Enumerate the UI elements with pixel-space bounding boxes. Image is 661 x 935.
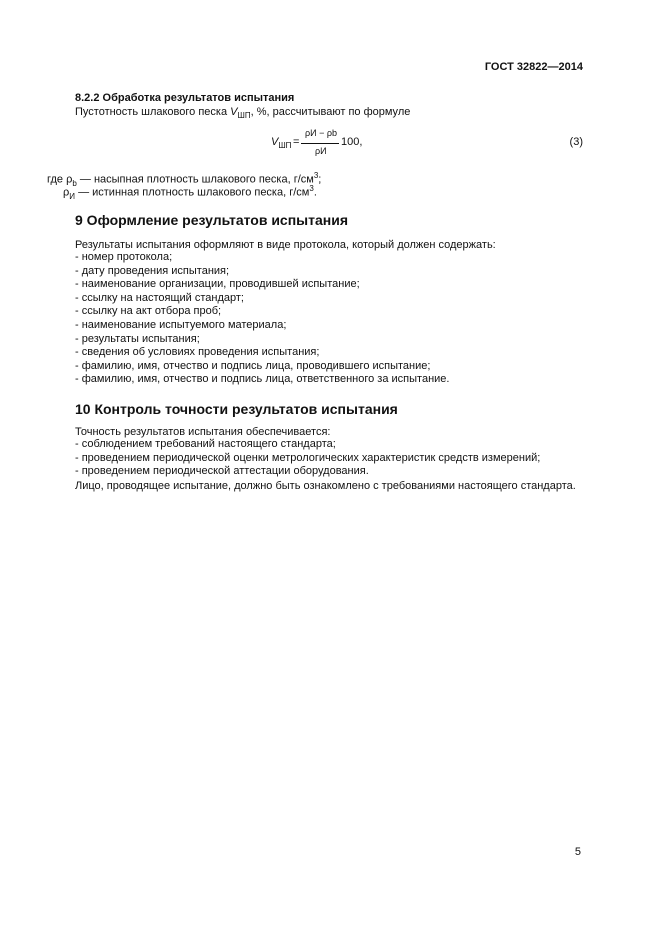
section-10-intro: Точность результатов испытания обеспечивается: <box>75 426 331 438</box>
formula-tail: 100, <box>341 136 363 148</box>
list-item: - наименование испытуемого материала; <box>75 318 287 331</box>
equation-number: (3) <box>569 136 583 148</box>
list-item: - сведения об условиях проведения испытания; <box>75 346 320 359</box>
list-item: - фамилию, имя, отчество и подпись лица, ответственного за испытание. <box>75 373 450 386</box>
intro-prefix: Пустотность шлакового песка <box>75 106 231 118</box>
list-item: - результаты испытания; <box>75 332 200 345</box>
formula-equals: = <box>293 136 300 148</box>
section-9-title: 9 Оформление результатов испытания <box>75 212 348 228</box>
section-10-closing: Лицо, проводящее испытание, должно быть ознакомлено с требованиями настоящего стандарта. <box>75 480 576 492</box>
list-item: - соблюдением требований настоящего стандарта; <box>75 438 336 450</box>
list-item: - проведением периодической аттестации оборудования. <box>75 465 369 478</box>
fraction-bar <box>301 143 339 144</box>
protocol-contents-list <box>75 251 449 387</box>
list-item: - дату проведения испытания; <box>75 264 230 277</box>
intro-symbol-sub: ШП <box>237 111 251 121</box>
list-item: - номер протокола; <box>75 251 173 263</box>
formula-numerator: ρИ − ρb <box>305 128 337 138</box>
where-line-bulk-density: где $\rho_b$ — насыпная плотность шлакового песка, $г/см^3$; <box>47 171 322 188</box>
page-number: 5 <box>574 846 581 858</box>
list-item: - проведением периодической оценки метрологических характеристик средств измерений; <box>75 451 541 464</box>
where-line-true-density: $\rho_И$ — истинная плотность шлакового песка, $г/см^3$. <box>63 184 317 201</box>
section-10-title: 10 Контроль точности результатов испытания <box>75 401 398 417</box>
formula-lhs: $V_{ШП}$ <box>271 136 292 151</box>
document-standard-header: ГОСТ 32822—2014 <box>484 61 583 73</box>
formula-lhs-sub: ШП <box>278 141 292 151</box>
intro-symbol: V <box>230 106 238 118</box>
formula-3 <box>271 128 391 164</box>
section-9-intro: Результаты испытания оформляют в виде протокола, который должен содержать: <box>75 239 496 251</box>
list-item: - ссылку на настоящий стандарт; <box>75 291 244 304</box>
intro-suffix: , %, рассчитывают по формуле <box>250 106 411 118</box>
subsection-heading: 8.2.2 Обработка результатов испытания <box>75 92 295 104</box>
formula-intro <box>75 106 410 120</box>
list-item: - наименование организации, проводившей испытание; <box>75 278 360 291</box>
list-item: - фамилию, имя, отчество и подпись лица, проводившего испытание; <box>75 359 431 372</box>
list-item: - ссылку на акт отбора проб; <box>75 305 222 318</box>
accuracy-control-list <box>75 438 540 479</box>
formula-denominator: ρИ <box>315 146 327 156</box>
